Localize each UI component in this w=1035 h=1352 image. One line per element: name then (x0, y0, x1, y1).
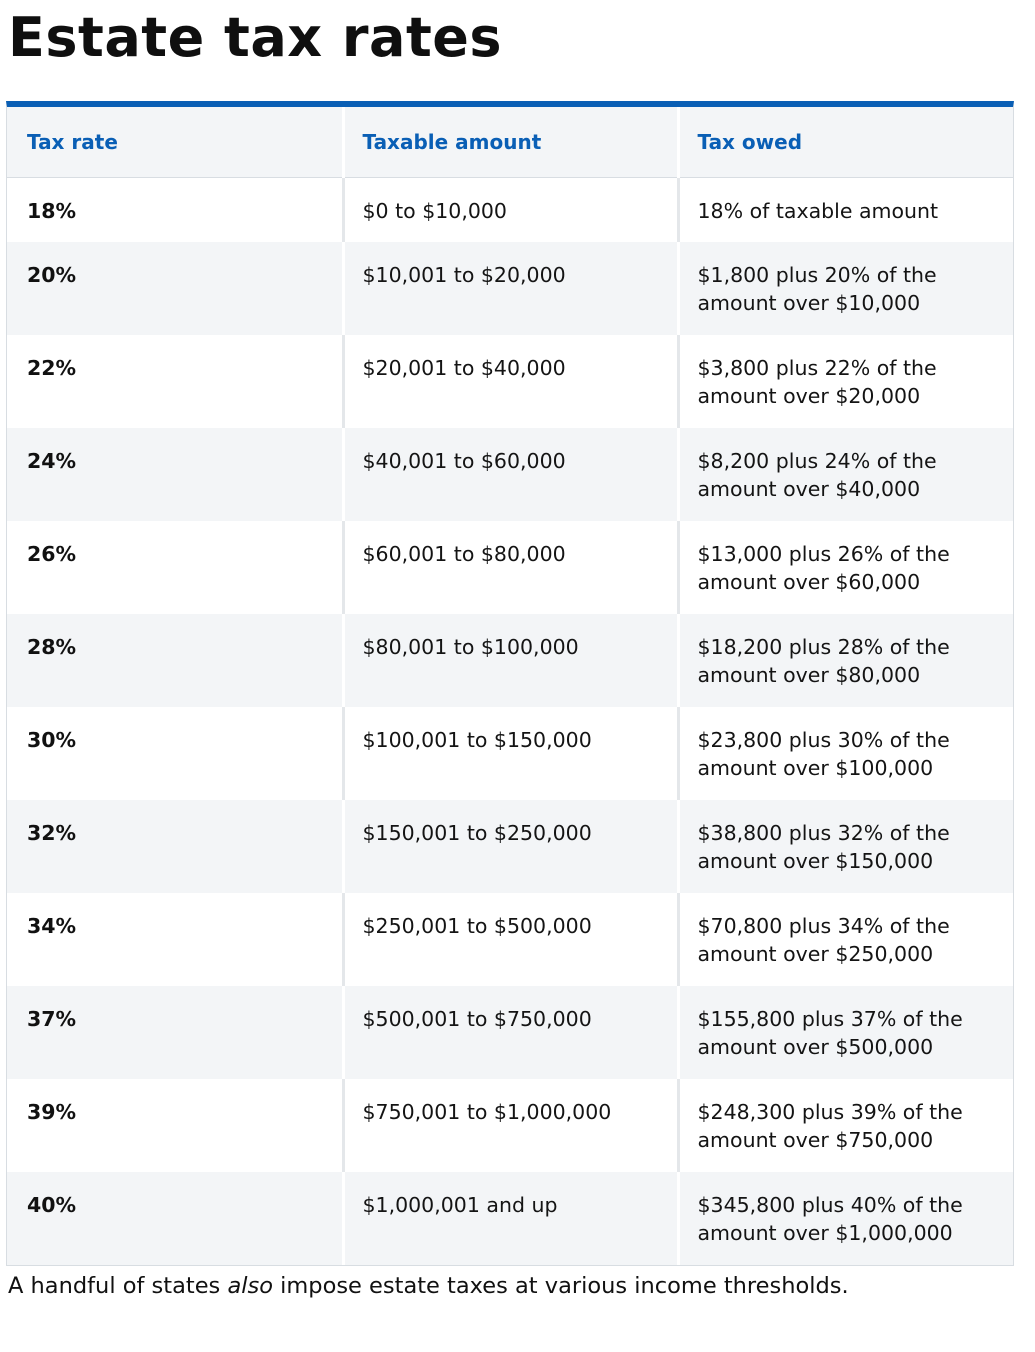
tax-rate-cell: 32% (27, 821, 77, 845)
tax-owed-cell: $38,800 plus 32% of the amount over $150,000 (678, 800, 1013, 893)
taxable-amount-cell: $40,001 to $60,000 (343, 428, 678, 521)
tax-rate-cell: 18% (27, 198, 77, 223)
header-taxable-amount: Taxable amount (343, 107, 678, 177)
tax-rate-cell: 24% (27, 449, 77, 473)
tax-rate-cell: 39% (27, 1100, 77, 1124)
tax-rate-cell: 28% (27, 635, 77, 659)
tax-rate-cell: 37% (27, 1007, 77, 1031)
table-row (7, 335, 1013, 428)
estate-tax-table (6, 101, 1014, 1266)
table-row (7, 893, 1013, 986)
tax-owed-cell: $8,200 plus 24% of the amount over $40,000 (678, 428, 1013, 521)
table-row (7, 1079, 1013, 1172)
tax-owed-cell: $155,800 plus 37% of the amount over $500,000 (678, 986, 1013, 1079)
tax-owed-cell: $248,300 plus 39% of the amount over $750,000 (678, 1079, 1013, 1172)
table-row (7, 1172, 1013, 1265)
tax-rate-cell: 26% (27, 542, 77, 566)
taxable-amount-cell: $0 to $10,000 (343, 177, 678, 242)
page-title: Estate tax rates (8, 6, 503, 69)
table-row (7, 614, 1013, 707)
tax-rate-cell: 40% (27, 1193, 77, 1217)
taxable-amount-cell: $250,001 to $500,000 (343, 893, 678, 986)
taxable-amount-cell: $150,001 to $250,000 (343, 800, 678, 893)
taxable-amount-cell: $100,001 to $150,000 (343, 707, 678, 800)
tax-rate-cell: 34% (27, 914, 77, 938)
footnote (8, 1270, 849, 1302)
table-header-row (7, 107, 1013, 177)
tax-rate-cell: 22% (27, 356, 77, 380)
table-row (7, 428, 1013, 521)
taxable-amount-cell: $80,001 to $100,000 (343, 614, 678, 707)
tax-owed-cell: $1,800 plus 20% of the amount over $10,000 (678, 242, 1013, 335)
tax-owed-cell: $3,800 plus 22% of the amount over $20,000 (678, 335, 1013, 428)
table-row (7, 707, 1013, 800)
tax-rate-cell: 30% (27, 728, 77, 752)
table-row (7, 800, 1013, 893)
tax-owed-cell: 18% of taxable amount (678, 177, 1013, 242)
taxable-amount-cell: $1,000,001 and up (343, 1172, 678, 1265)
header-tax-rate: Tax rate (7, 107, 343, 177)
table-row (7, 986, 1013, 1079)
tax-owed-cell: $18,200 plus 28% of the amount over $80,000 (678, 614, 1013, 707)
tax-owed-cell: $13,000 plus 26% of the amount over $60,000 (678, 521, 1013, 614)
tax-owed-cell: $70,800 plus 34% of the amount over $250,000 (678, 893, 1013, 986)
footnote-emphasis: also (227, 1273, 273, 1299)
table-row (7, 521, 1013, 614)
tax-owed-cell: $345,800 plus 40% of the amount over $1,000,000 (678, 1172, 1013, 1265)
taxable-amount-cell: $20,001 to $40,000 (343, 335, 678, 428)
footnote-text-end: impose estate taxes at various income thresholds. (272, 1273, 849, 1299)
tax-rate-cell: 20% (27, 263, 77, 287)
header-tax-owed: Tax owed (678, 107, 1013, 177)
taxable-amount-cell: $750,001 to $1,000,000 (343, 1079, 678, 1172)
taxable-amount-cell: $10,001 to $20,000 (343, 242, 678, 335)
taxable-amount-cell: $60,001 to $80,000 (343, 521, 678, 614)
footnote-text-start: A handful of states (8, 1273, 228, 1299)
tax-owed-cell: $23,800 plus 30% of the amount over $100,000 (678, 707, 1013, 800)
table-row (7, 242, 1013, 335)
taxable-amount-cell: $500,001 to $750,000 (343, 986, 678, 1079)
table-row (7, 177, 1013, 242)
